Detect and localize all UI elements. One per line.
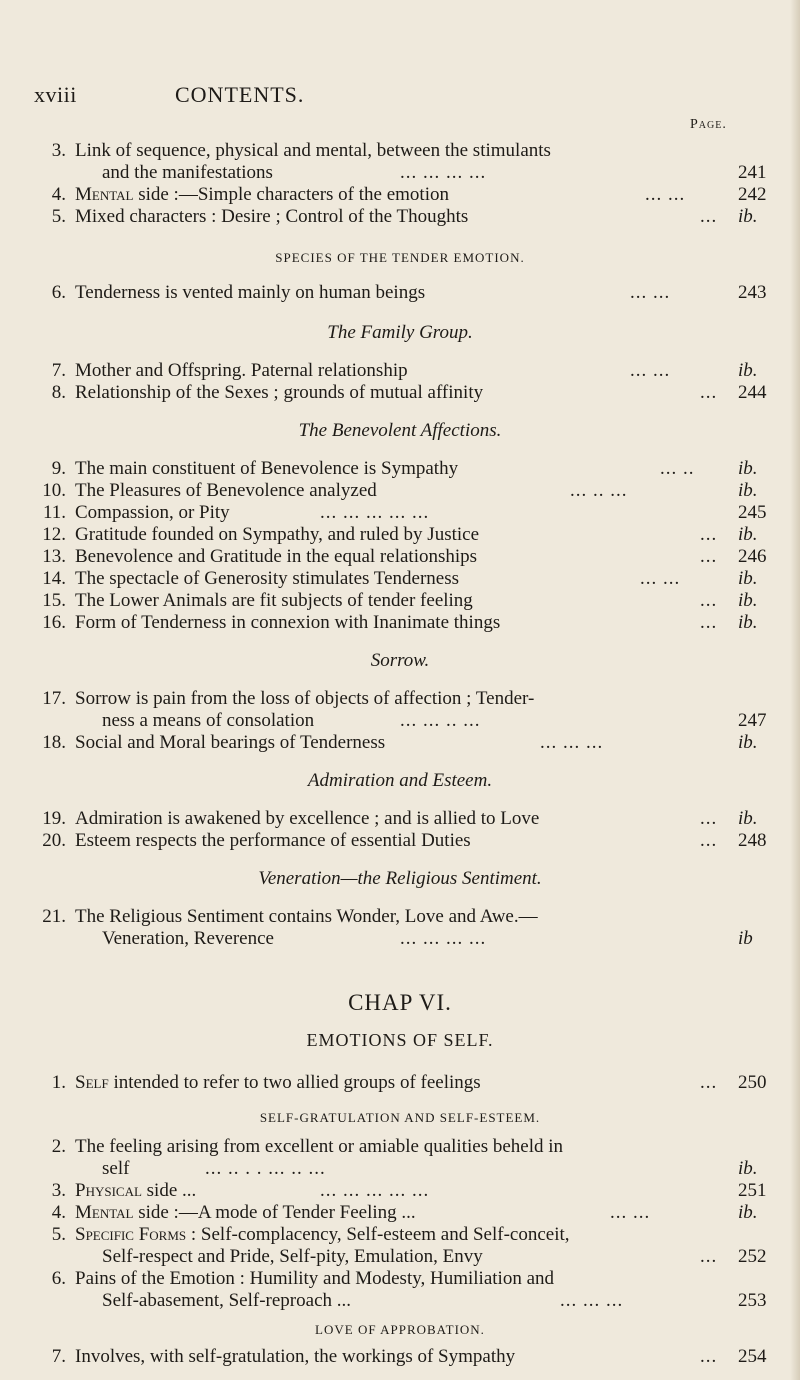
entry-number: 10. — [42, 480, 66, 501]
entry-page: 250 — [738, 1072, 767, 1093]
entry-number: 11. — [42, 502, 66, 523]
entry-number: 7. — [51, 1346, 66, 1367]
entry-number: 8. — [51, 382, 66, 403]
leader-dots: ... — [700, 206, 718, 227]
entry-text: Admiration is awakened by excellence ; and is allied to Love — [75, 808, 540, 829]
entry-page: ib. — [738, 458, 758, 479]
entry-text: Relationship of the Sexes ; grounds of mutual affinity — [75, 382, 484, 403]
entry-text: Involves, with self-gratulation, the workings of Sympathy — [75, 1346, 516, 1367]
leader-dots: ... — [700, 1246, 718, 1267]
leader-dots: ... — [700, 590, 718, 611]
entry-page: ib. — [738, 1158, 758, 1179]
section-heading: SPECIES OF THE TENDER EMOTION. — [275, 250, 525, 265]
entry-text: Veneration, Reverence — [102, 928, 274, 949]
entry-page: 243 — [738, 282, 767, 303]
entry-number: 3. — [51, 140, 66, 161]
entry-text: Mental side :—A mode of Tender Feeling ... — [75, 1202, 416, 1223]
entry-lead: Physical — [75, 1180, 142, 1201]
entry-number: 1. — [51, 1072, 66, 1093]
entry-number: 19. — [42, 808, 66, 829]
page-title: CONTENTS. — [175, 82, 305, 107]
entry-text: Compassion, or Pity — [75, 502, 230, 523]
entry-number: 17. — [42, 688, 66, 709]
leader-dots: ... — [700, 546, 718, 567]
entry-number: 4. — [51, 1202, 66, 1223]
entry-text: Physical side ... — [75, 1180, 197, 1201]
entry-page: ib. — [738, 808, 758, 829]
entry-page: 245 — [738, 502, 767, 523]
entry-page: 247 — [738, 710, 767, 731]
entry-text: Specific Forms : Self-complacency, Self-esteem and Self-conceit, — [75, 1224, 570, 1245]
chapter-subtitle: EMOTIONS OF SELF. — [306, 1030, 494, 1050]
entry-number: 16. — [42, 612, 66, 633]
entry-page: ib — [738, 928, 753, 949]
page-column-heading: Page. — [690, 117, 727, 132]
entry-page: 248 — [738, 830, 767, 851]
entry-page: ib. — [738, 480, 758, 501]
entry-number: 4. — [51, 184, 66, 205]
leader-dots: ... — [700, 830, 718, 851]
leader-dots: ... ... ... ... — [400, 162, 487, 183]
entry-page: 246 — [738, 546, 767, 567]
entry-number: 7. — [51, 360, 66, 381]
leader-dots: ... ... ... ... ... — [320, 502, 430, 523]
entry-text: Gratitude founded on Sympathy, and ruled by Justice — [75, 524, 480, 545]
entry-text: Social and Moral bearings of Tenderness — [75, 732, 386, 753]
leader-dots: ... .. ... — [570, 480, 628, 501]
leader-dots: ... — [700, 808, 718, 829]
entry-page: ib. — [738, 612, 758, 633]
entry-page: 251 — [738, 1180, 767, 1201]
entry-text: Benevolence and Gratitude in the equal relationships — [75, 546, 478, 567]
entry-text: Self-respect and Pride, Self-pity, Emulation, Envy — [102, 1246, 483, 1267]
entry-number: 6. — [51, 1268, 66, 1289]
entry-number: 12. — [42, 524, 66, 545]
entry-text: Mother and Offspring. Paternal relationship — [75, 360, 408, 381]
entry-page: 253 — [738, 1290, 767, 1311]
entry-lead: Specific Forms — [75, 1224, 187, 1245]
entry-text: Sorrow is pain from the loss of objects of affection ; Tender- — [75, 688, 535, 709]
entry-text: Esteem respects the performance of essential Duties — [75, 830, 471, 851]
entry-page: 242 — [738, 184, 767, 205]
entry-text: The spectacle of Generosity stimulates Tenderness — [75, 568, 459, 589]
leader-dots: ... ... — [645, 184, 686, 205]
section-heading: Veneration—the Religious Sentiment. — [258, 868, 542, 889]
entry-page: 252 — [738, 1246, 767, 1267]
entry-page: 241 — [738, 162, 767, 183]
leader-dots: ... — [700, 1346, 718, 1367]
leader-dots: ... ... .. ... — [400, 710, 481, 731]
leader-dots: ... — [700, 524, 718, 545]
entry-lead: Mental — [75, 1202, 134, 1223]
entry-number: 13. — [42, 546, 66, 567]
entry-page: ib. — [738, 732, 758, 753]
leader-dots: ... ... — [630, 282, 671, 303]
entry-text: Form of Tenderness in connexion with Inanimate things — [75, 612, 501, 633]
entry-lead: Self — [75, 1072, 109, 1093]
page-number: xviii — [34, 82, 77, 107]
entry-text: Self intended to refer to two allied groups of feelings — [75, 1072, 481, 1093]
leader-dots: ... ... ... ... ... — [320, 1180, 430, 1201]
entry-text: Self-abasement, Self-reproach ... — [102, 1290, 352, 1311]
entry-number: 15. — [42, 590, 66, 611]
entry-number: 3. — [51, 1180, 66, 1201]
leader-dots: ... ... — [610, 1202, 651, 1223]
entry-number: 14. — [42, 568, 66, 589]
entry-page: 244 — [738, 382, 767, 403]
leader-dots: ... ... ... — [560, 1290, 624, 1311]
entry-text: Link of sequence, physical and mental, between the stimulants — [75, 140, 551, 161]
entry-text: The Pleasures of Benevolence analyzed — [75, 480, 377, 501]
entry-number: 20. — [42, 830, 66, 851]
leader-dots: ... ... ... ... — [400, 928, 487, 949]
chapter-title: CHAP VI. — [348, 990, 452, 1015]
entry-number: 6. — [51, 282, 66, 303]
entry-text: Pains of the Emotion : Humility and Modesty, Humiliation and — [75, 1268, 555, 1289]
entry-text: The Lower Animals are fit subjects of tender feeling — [75, 590, 473, 611]
section-heading: SELF-GRATULATION AND SELF-ESTEEM. — [259, 1110, 541, 1125]
entry-page: ib. — [738, 590, 758, 611]
section-heading: Sorrow. — [370, 650, 430, 671]
entry-text: Mental side :—Simple characters of the emotion — [75, 184, 449, 205]
entry-number: 9. — [51, 458, 66, 479]
leader-dots: ... — [700, 382, 718, 403]
entry-number: 5. — [51, 206, 66, 227]
entry-text: and the manifestations — [102, 162, 273, 183]
entry-page: ib. — [738, 206, 758, 227]
entry-page: 254 — [738, 1346, 767, 1367]
leader-dots: ... ... ... — [540, 732, 604, 753]
section-heading: The Family Group. — [327, 322, 473, 343]
leader-dots: ... ... — [630, 360, 671, 381]
entry-number: 21. — [42, 906, 66, 927]
entry-page: ib. — [738, 360, 758, 381]
leader-dots: ... .. — [660, 458, 695, 479]
entry-page: ib. — [738, 568, 758, 589]
leader-dots: ... ... — [640, 568, 681, 589]
leader-dots: ... — [700, 1072, 718, 1093]
entry-text: Tenderness is vented mainly on human beings — [75, 282, 426, 303]
entry-text: ness a means of consolation — [102, 710, 315, 731]
entry-number: 2. — [51, 1136, 66, 1157]
entry-number: 18. — [42, 732, 66, 753]
leader-dots: ... — [700, 612, 718, 633]
entry-text: The main constituent of Benevolence is Sympathy — [75, 458, 459, 479]
entry-text: The Religious Sentiment contains Wonder, Love and Awe.— — [75, 906, 538, 927]
entry-page: ib. — [738, 524, 758, 545]
section-heading: The Benevolent Affections. — [298, 420, 502, 441]
section-heading: LOVE OF APPROBATION. — [315, 1322, 485, 1337]
entry-text: self — [102, 1158, 130, 1179]
entry-text: Mixed characters : Desire ; Control of the Thoughts — [75, 206, 469, 227]
entry-lead: Mental — [75, 184, 134, 205]
page-edge-shadow — [790, 0, 800, 1380]
leader-dots: ... .. . . ... .. ... — [205, 1158, 326, 1179]
entry-text: The feeling arising from excellent or amiable qualities beheld in — [75, 1136, 564, 1157]
entry-page: ib. — [738, 1202, 758, 1223]
entry-number: 5. — [51, 1224, 66, 1245]
section-heading: Admiration and Esteem. — [307, 770, 493, 791]
